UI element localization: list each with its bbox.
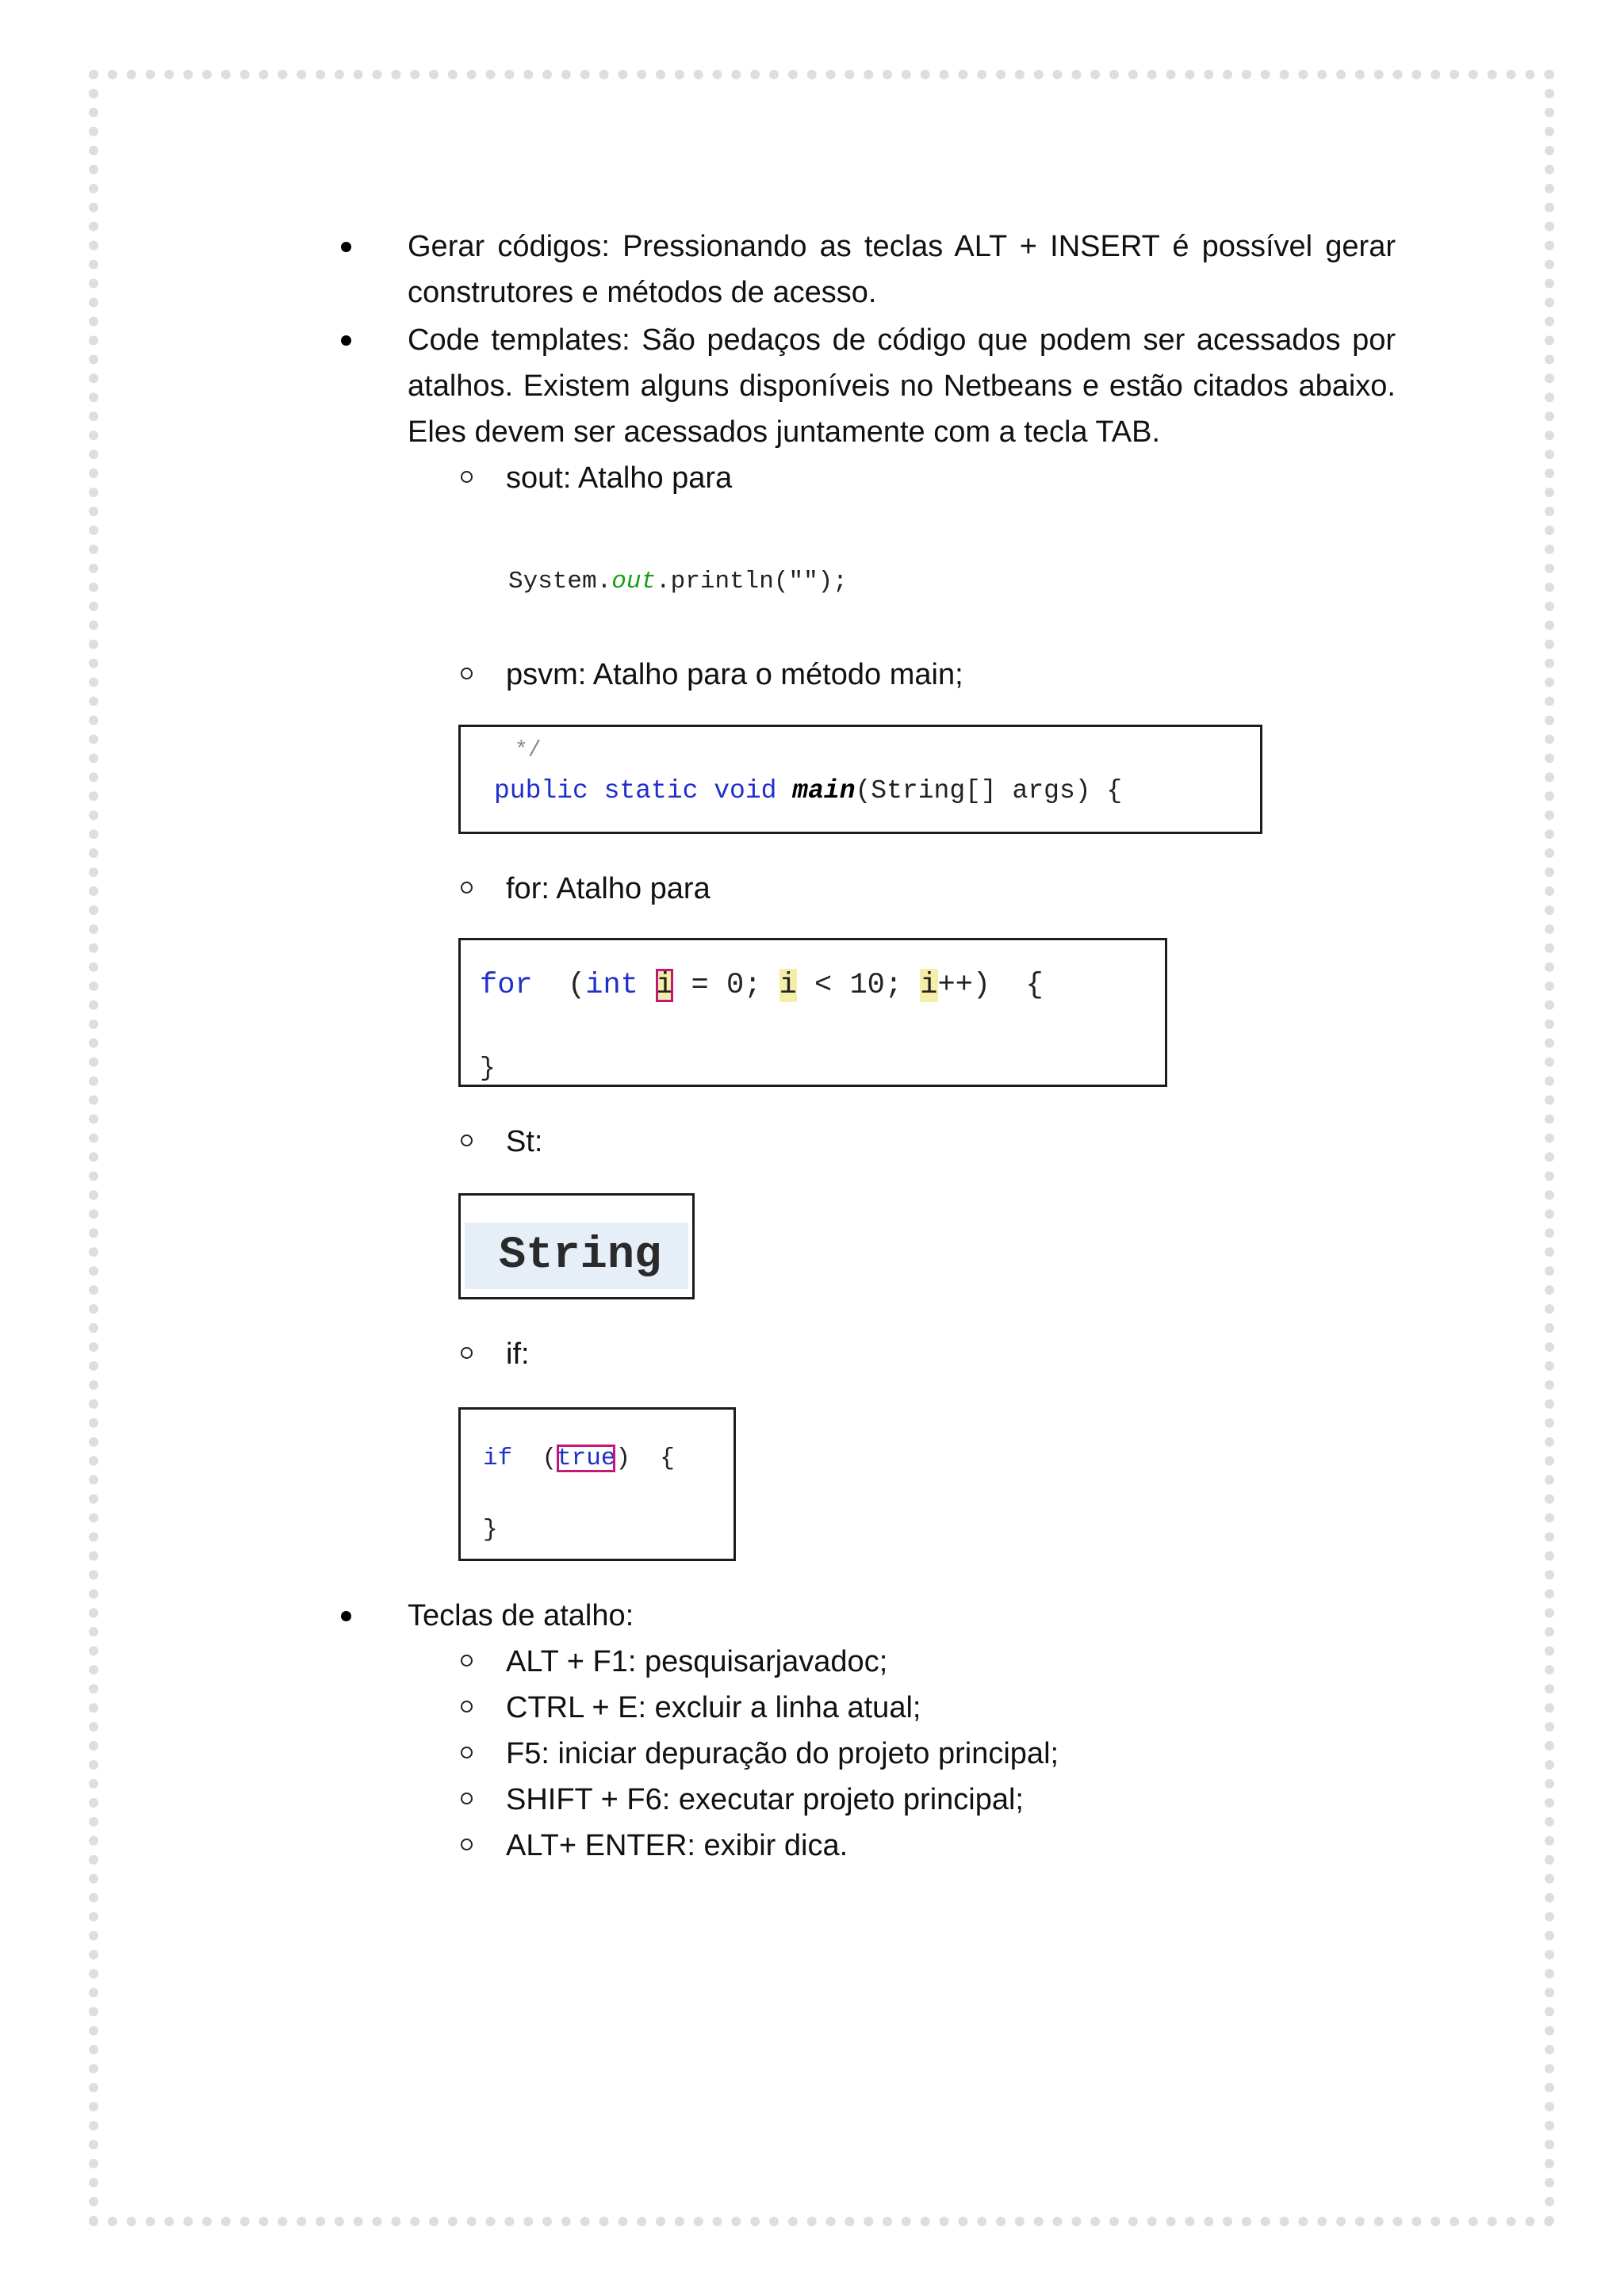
code-keyword: for [480,969,533,1002]
code-text: (String[] args) { [855,776,1123,806]
code-method-name: main [792,776,856,806]
code-variable: i [779,969,797,1002]
code-text: ( [542,1445,557,1472]
code-completion-text: String [499,1230,662,1281]
if-code-box [458,1407,736,1561]
bullet-icon [341,242,351,252]
circle-bullet-icon [461,1135,473,1146]
psvm-code-box [458,725,1262,834]
bullet-code-templates [341,317,1396,455]
shortcut-item [341,1639,1396,1685]
code-keywords: public static void [494,776,777,806]
code-text: ( [568,969,586,1002]
code-text: = 0; [691,969,762,1002]
psvm-code-line [494,771,1122,811]
circle-bullet-icon [461,1701,473,1712]
sout-code-snippet [508,560,1396,604]
bullet-text: Gerar códigos: Pressionando as teclas ALT + INSERT é possível gerar construtores e métodos de acesso. [408,230,1396,309]
template-label: psvm: Atalho para o método main; [506,658,963,691]
template-if [341,1331,1396,1377]
code-text: .println(""); [656,568,848,595]
circle-bullet-icon [461,882,473,894]
st-code-box [458,1193,695,1299]
code-keyword: if [483,1445,513,1472]
shortcut-item [341,1685,1396,1731]
shortcut-label: SHIFT + F6: executar projeto principal; [506,1783,1024,1816]
bullet-gerar-codigos [341,224,1396,316]
circle-bullet-icon [461,1839,473,1850]
code-variable: i [920,969,938,1002]
for-code-line [480,964,1044,1007]
bullet-text: Teclas de atalho: [408,1599,634,1632]
template-psvm [341,652,1396,698]
template-label: for: Atalho para [506,872,710,905]
template-label: if: [506,1337,530,1371]
template-label: St: [506,1125,543,1158]
shortcut-item [341,1731,1396,1777]
code-text: ) { [615,1445,675,1472]
if-code-line [483,1440,675,1478]
code-keyword: int [585,969,638,1002]
shortcut-label: ALT + F1: pesquisarjavadoc; [506,1645,888,1678]
shortcut-item [341,1823,1396,1869]
shortcut-label: F5: iniciar depuração do projeto principal; [506,1737,1059,1770]
template-for [341,866,1396,912]
circle-bullet-icon [461,1747,473,1758]
template-label: sout: Atalho para [506,461,733,495]
template-sout [341,455,1396,501]
bullet-teclas-atalho [341,1593,1396,1639]
code-text: < 10; [814,969,903,1002]
code-comment: */ [515,738,542,763]
bullet-icon [341,1611,351,1621]
code-value-selected: true [557,1445,616,1472]
for-code-box [458,938,1167,1087]
code-text: System. [508,568,612,595]
document-content [341,224,1396,1869]
code-variable-selected: i [656,969,674,1002]
circle-bullet-icon [461,471,473,483]
shortcut-label: ALT+ ENTER: exibir dica. [506,1829,848,1862]
code-text: } [480,1054,496,1083]
code-field: out [611,568,657,595]
circle-bullet-icon [461,1655,473,1667]
code-text: } [483,1516,498,1544]
circle-bullet-icon [461,668,473,679]
bullet-icon [341,335,351,346]
code-text: ++) { [937,969,1044,1002]
shortcut-item [341,1777,1396,1823]
bullet-text: Code templates: São pedaços de código que podem ser acessados por atalhos. Existem alguns disponíveis no Netbeans e estão citados abaixo. Eles devem ser acessados juntamente com a tecla TAB. [408,323,1396,449]
shortcut-label: CTRL + E: excluir a linha atual; [506,1691,921,1724]
template-st [341,1119,1396,1165]
circle-bullet-icon [461,1347,473,1359]
circle-bullet-icon [461,1793,473,1804]
